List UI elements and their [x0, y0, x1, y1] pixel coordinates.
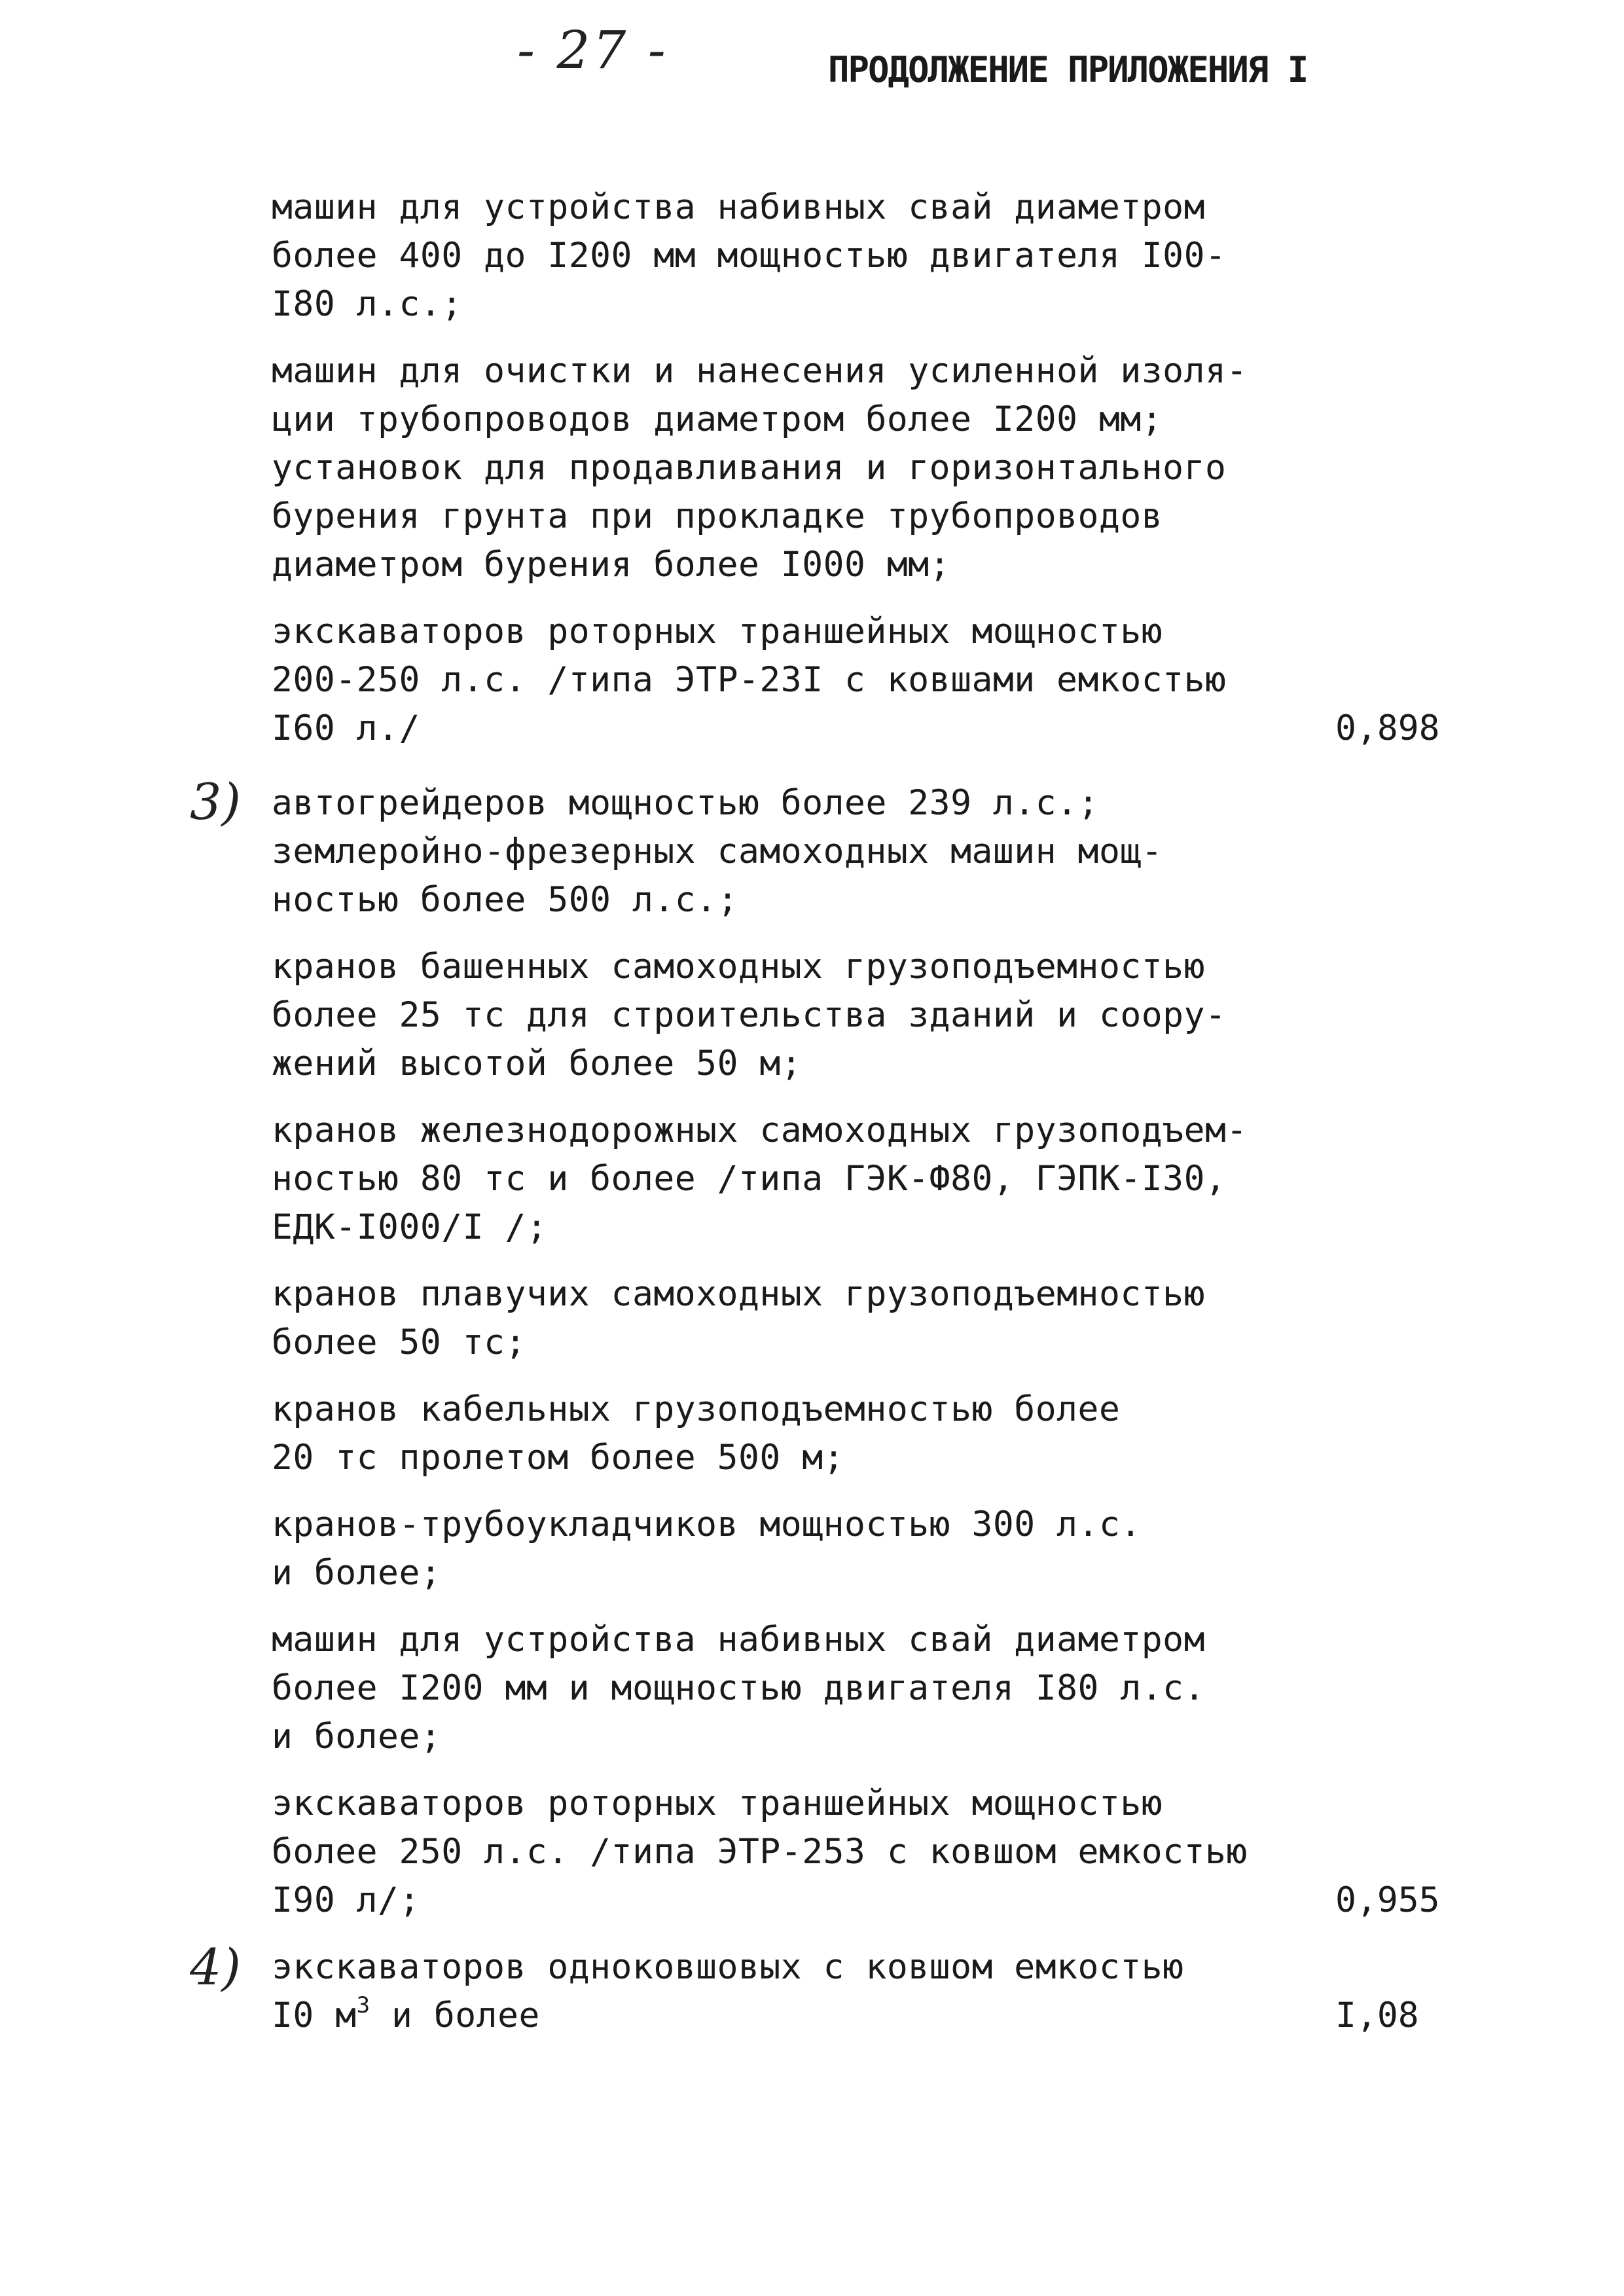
- text-line: машин для очистки и нанесения усиленной изоля-: [272, 351, 1248, 391]
- text-line: машин для устройства набивных свай диаметром: [272, 187, 1205, 227]
- text-fragment: и более: [370, 1995, 540, 2035]
- coefficient-value: 0,955: [1335, 1880, 1440, 1920]
- appendix-continuation-header: ПРОДОЛЖЕНИЕ ПРИЛОЖЕНИЯ I: [828, 49, 1308, 90]
- text-line: ностью более 500 л.с.;: [272, 880, 738, 920]
- text-line: более 50 тс;: [272, 1322, 526, 1362]
- text-line: машин для устройства набивных свай диаметром: [272, 1620, 1205, 1660]
- group-marker-4: 4): [190, 1938, 242, 1996]
- superscript-cubed: 3: [356, 1992, 370, 2018]
- text-line: более 25 тс для строительства зданий и соору-: [272, 995, 1227, 1035]
- text-line: более 400 до I200 мм мощностью двигателя I00-: [272, 236, 1227, 276]
- text-line: I60 л./: [272, 708, 420, 748]
- text-line: автогрейдеров мощностью более 239 л.с.;: [272, 783, 1099, 823]
- text-line: 200-250 л.с. /типа ЭТР-23I с ковшами емкостью: [272, 660, 1227, 700]
- group-marker-3: 3): [190, 773, 242, 831]
- text-line: экскаваторов одноковшовых с ковшом емкостью: [272, 1947, 1184, 1987]
- text-line: землеройно-фрезерных самоходных машин мощ-: [272, 831, 1163, 871]
- coefficient-value: I,08: [1335, 1995, 1419, 2035]
- text-line: I90 л/;: [272, 1880, 420, 1920]
- text-line: жений высотой более 50 м;: [272, 1044, 803, 1084]
- text-line: ЕДК-I000/I /;: [272, 1207, 548, 1247]
- text-line: ции трубопроводов диаметром более I200 мм;: [272, 399, 1163, 439]
- text-line: более 250 л.с. /типа ЭТР-253 с ковшом емкостью: [272, 1832, 1248, 1872]
- text-line: кранов плавучих самоходных грузоподъемностью: [272, 1274, 1205, 1314]
- text-line: кранов башенных самоходных грузоподъемностью: [272, 947, 1205, 987]
- text-line: ностью 80 тс и более /типа ГЭК-Ф80, ГЭПК-I30,: [272, 1159, 1227, 1199]
- text-line: кранов кабельных грузоподъемностью более: [272, 1389, 1121, 1429]
- text-line: установок для продавливания и горизонтального: [272, 448, 1227, 488]
- coefficient-value: 0,898: [1335, 708, 1440, 748]
- text-line: I80 л.с.;: [272, 284, 463, 324]
- page-number: - 27 -: [517, 20, 668, 81]
- text-line: 20 тс пролетом более 500 м;: [272, 1438, 845, 1478]
- text-line: бурения грунта при прокладке трубопроводов: [272, 496, 1163, 536]
- text-line: экскаваторов роторных траншейных мощностью: [272, 611, 1163, 651]
- text-fragment: I0 м: [272, 1995, 357, 2035]
- text-line: и более;: [272, 1553, 442, 1593]
- text-line: диаметром бурения более I000 мм;: [272, 545, 951, 585]
- text-line: более I200 мм и мощностью двигателя I80 л.с.: [272, 1668, 1205, 1708]
- text-line: [272, 1992, 540, 2040]
- text-line: и более;: [272, 1717, 442, 1757]
- text-line: кранов железнодорожных самоходных грузоподъем-: [272, 1110, 1248, 1150]
- text-line: кранов-трубоукладчиков мощностью 300 л.с.: [272, 1504, 1142, 1544]
- text-line: экскаваторов роторных траншейных мощностью: [272, 1783, 1163, 1823]
